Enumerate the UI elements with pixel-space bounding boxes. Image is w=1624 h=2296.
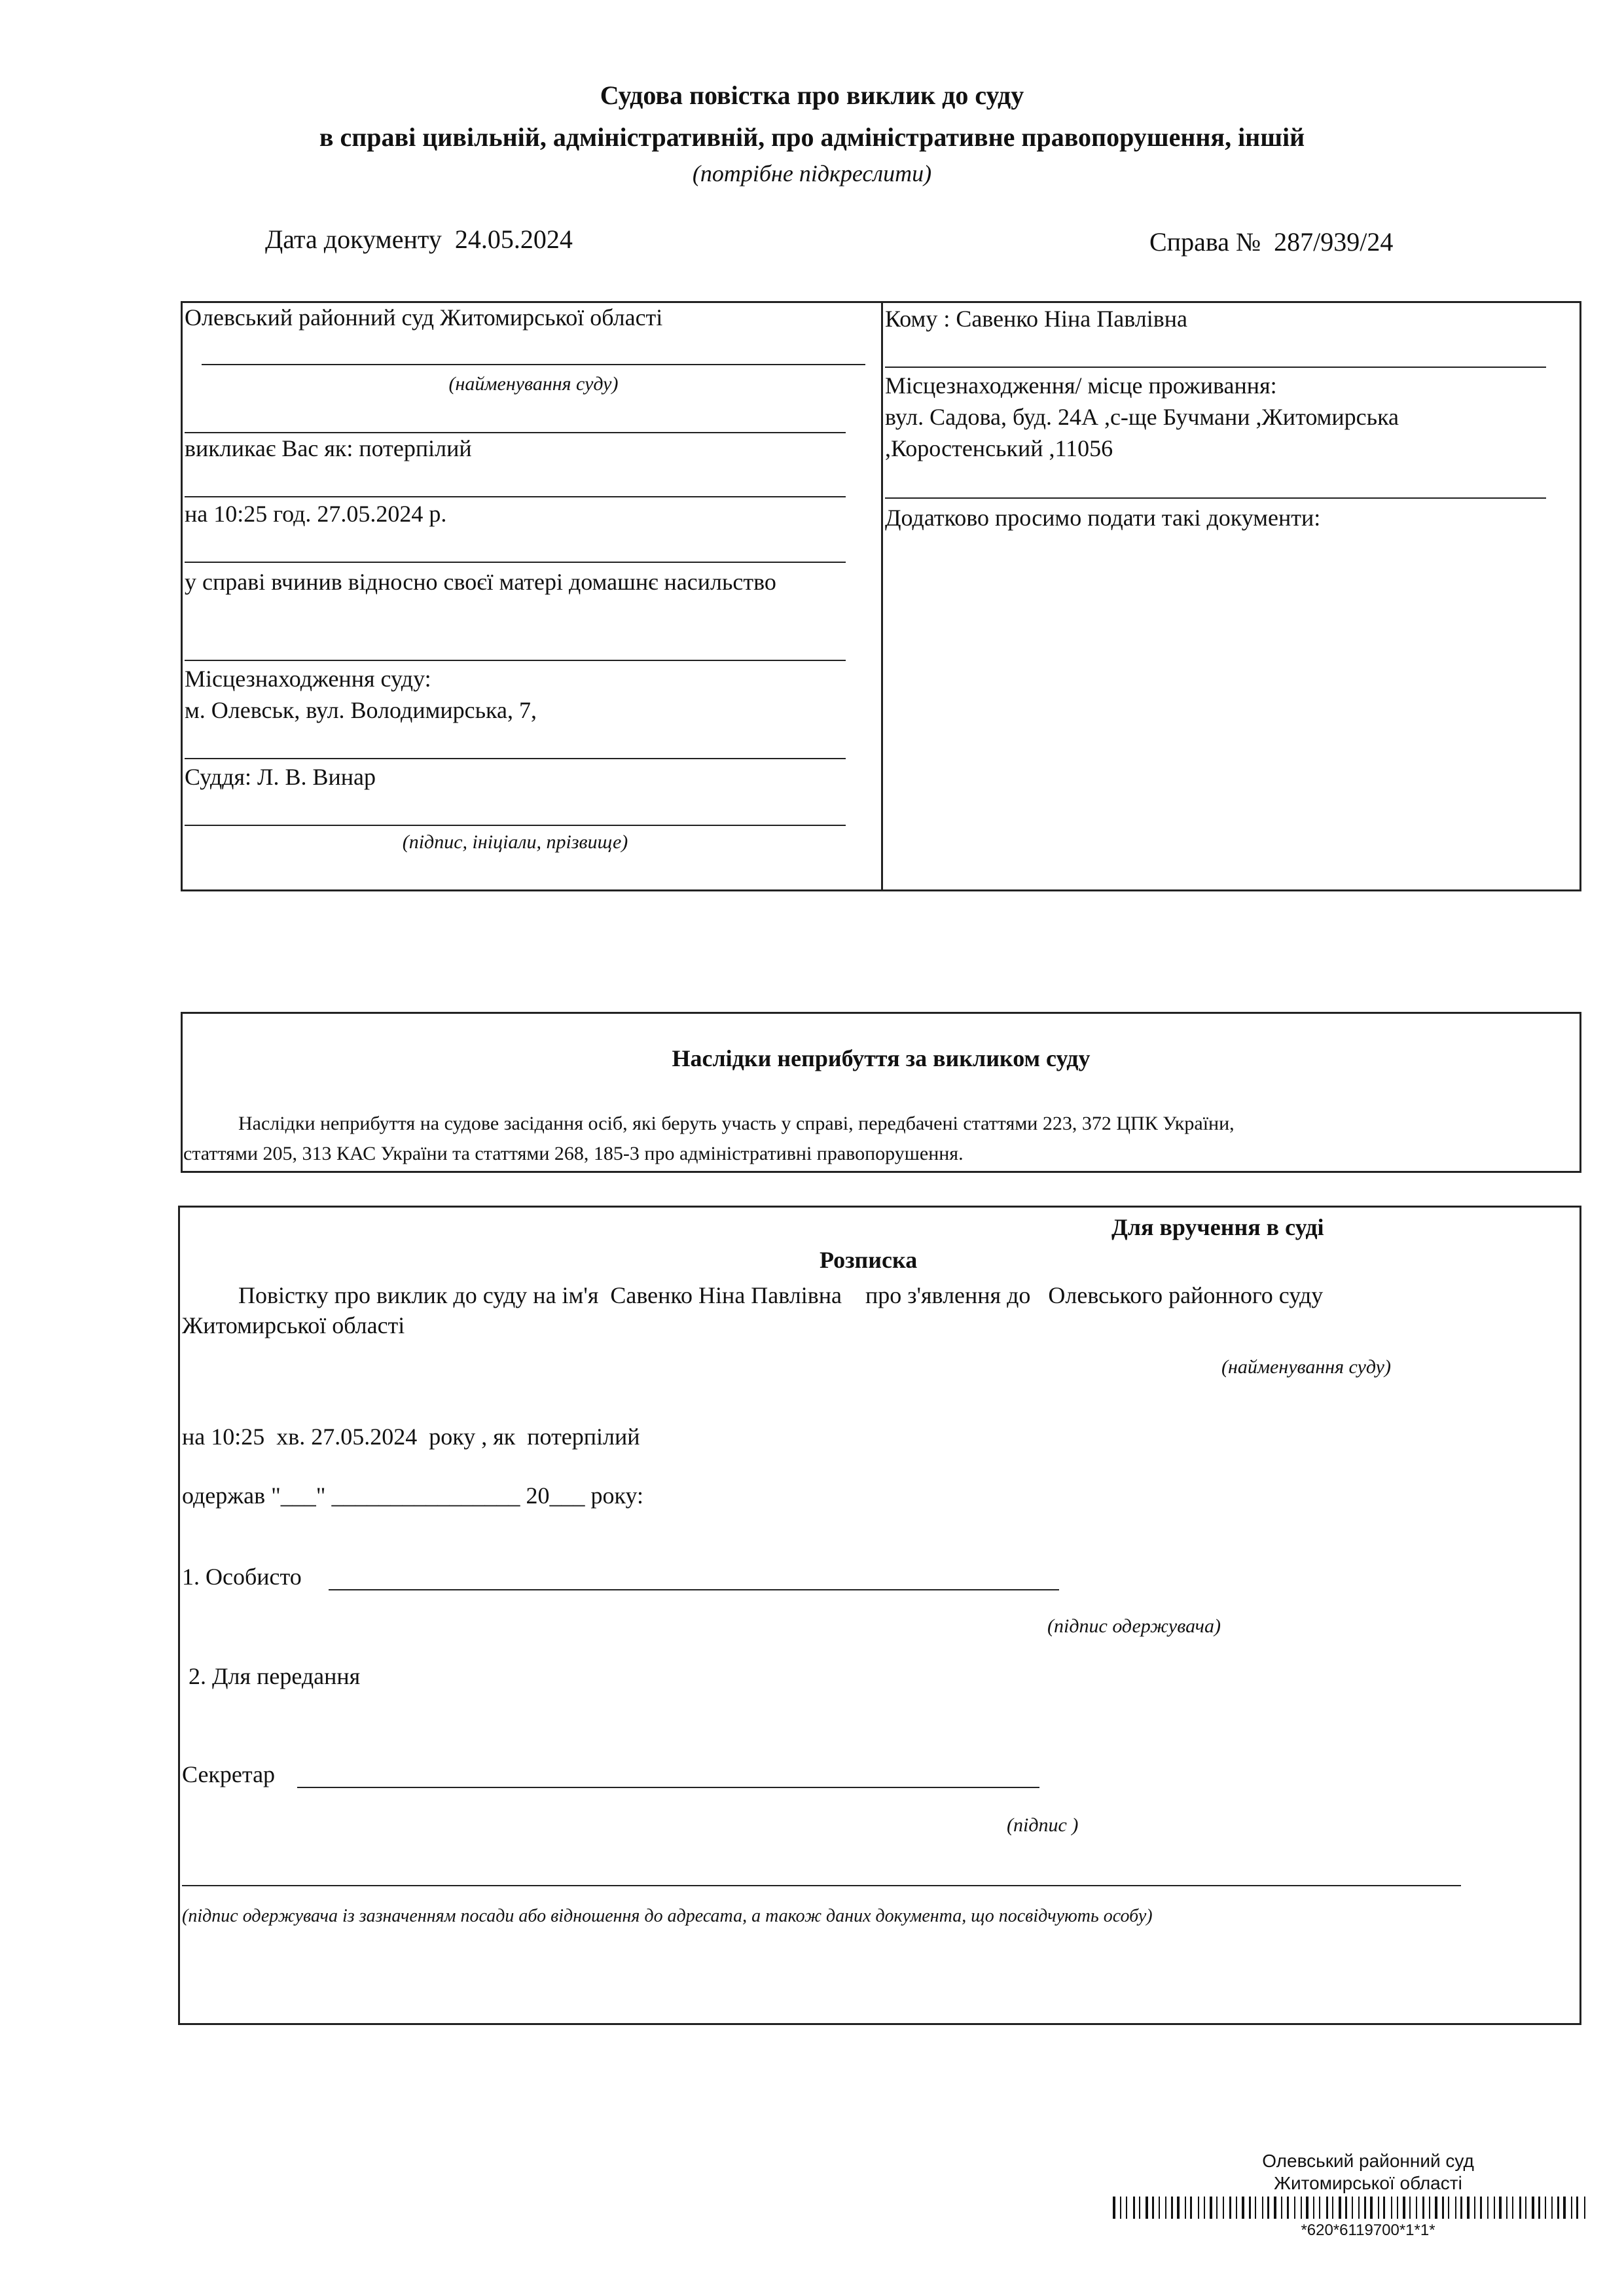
bottom-caption: (підпис одержувача із зазначенням посади або відношення до адресата, а також даних документа, що посвідчують особу) xyxy=(182,1906,1153,1926)
judge-line xyxy=(185,825,846,826)
court-name-line xyxy=(202,364,865,365)
date-value: 24.05.2024 xyxy=(454,224,573,254)
recipient-signature-caption: (підпис одержувача) xyxy=(1047,1615,1221,1637)
subject-line xyxy=(185,660,846,661)
received-date: одержав "___" ________________ 20___ року: xyxy=(182,1482,644,1509)
consequences-text-line1: Наслідки неприбуття на судове засідання осіб, які беруть участь у справі, передбачені статтями 223, 372 ЦПК України, xyxy=(238,1113,1235,1134)
receipt-time-line: на 10:25 хв. 27.05.2024 року , як потерпілий xyxy=(182,1424,640,1450)
case-number xyxy=(1149,226,1393,257)
consequences-title: Наслідки неприбуття за викликом суду xyxy=(672,1045,1091,1071)
recipient-name: Кому : Савенко Ніна Павлівна xyxy=(885,306,1187,332)
court-location-label: Місцезнаходження суду: xyxy=(185,666,431,692)
receipt-text-line2: Житомирської області xyxy=(182,1312,405,1338)
receipt-text-line1: Повістку про виклик до суду на ім'я Савенко Ніна Павлівна про з'явлення до Олевського районного суду xyxy=(238,1282,1324,1308)
case-subject: у справі вчинив відносно своєї матері домашнє насильство xyxy=(185,569,776,595)
summons-role: викликає Вас як: потерпілий xyxy=(185,435,472,461)
document-title: Судова повістка про виклик до суду xyxy=(600,81,1024,110)
column-divider xyxy=(881,301,883,891)
secretary-label: Секретар xyxy=(182,1761,276,1787)
role-line xyxy=(185,496,846,497)
signature-caption: (підпис ) xyxy=(1007,1814,1079,1836)
location-line xyxy=(185,758,846,759)
date-label: Дата документу xyxy=(265,224,442,254)
stamp-court-line2: Житомирської області xyxy=(1274,2173,1462,2193)
address-line xyxy=(885,497,1546,499)
personally-label: 1. Особисто xyxy=(182,1564,302,1590)
receipt-title: Розписка xyxy=(820,1247,918,1273)
bottom-signature-line xyxy=(182,1885,1461,1886)
document-date xyxy=(265,224,573,255)
documents-request: Додатково просимо подати такі документи: xyxy=(885,505,1321,531)
barcode-text: *620*6119700*1*1* xyxy=(1301,2221,1435,2239)
judge-caption: (підпис, ініціали, прізвище) xyxy=(402,831,628,853)
underline-hint: (потрібне підкреслити) xyxy=(692,160,932,187)
personally-signature-line xyxy=(329,1589,1059,1590)
recipient-address-line2: ,Коростенський ,11056 xyxy=(885,435,1113,461)
barcode xyxy=(1113,2197,1591,2219)
receipt-court-caption: (найменування суду) xyxy=(1221,1356,1391,1378)
court-name-caption: (найменування суду) xyxy=(448,373,619,395)
delivery-note: Для вручення в суді xyxy=(1111,1214,1324,1240)
hearing-time: на 10:25 год. 27.05.2024 р. xyxy=(185,501,447,527)
recipient-address-line1: вул. Садова, буд. 24А ,с-ще Бучмани ,Житомирська xyxy=(885,404,1399,430)
consequences-text-line2: статтями 205, 313 КАС України та статтями 268, 185-3 про адміністративні правопорушення. xyxy=(183,1143,964,1164)
recipient-location-label: Місцезнаходження/ місце проживання: xyxy=(885,372,1277,399)
document-subtitle: в справі цивільній, адміністративній, про адміністративне правопорушення, іншій xyxy=(319,122,1305,152)
stamp-court-line1: Олевський районний суд xyxy=(1262,2151,1474,2171)
case-label: Справа № xyxy=(1149,227,1261,257)
case-value: 287/939/24 xyxy=(1274,227,1394,257)
recipient-line xyxy=(885,367,1546,368)
time-line xyxy=(185,562,846,563)
judge-name: Суддя: Л. В. Винар xyxy=(185,764,376,790)
court-name: Олевський районний суд Житомирської області xyxy=(185,304,663,331)
for-transfer-label: 2. Для передання xyxy=(189,1663,361,1689)
court-location-value: м. Олевськ, вул. Володимирська, 7, xyxy=(185,697,537,723)
caption-line xyxy=(185,432,846,433)
secretary-signature-line xyxy=(297,1787,1039,1788)
